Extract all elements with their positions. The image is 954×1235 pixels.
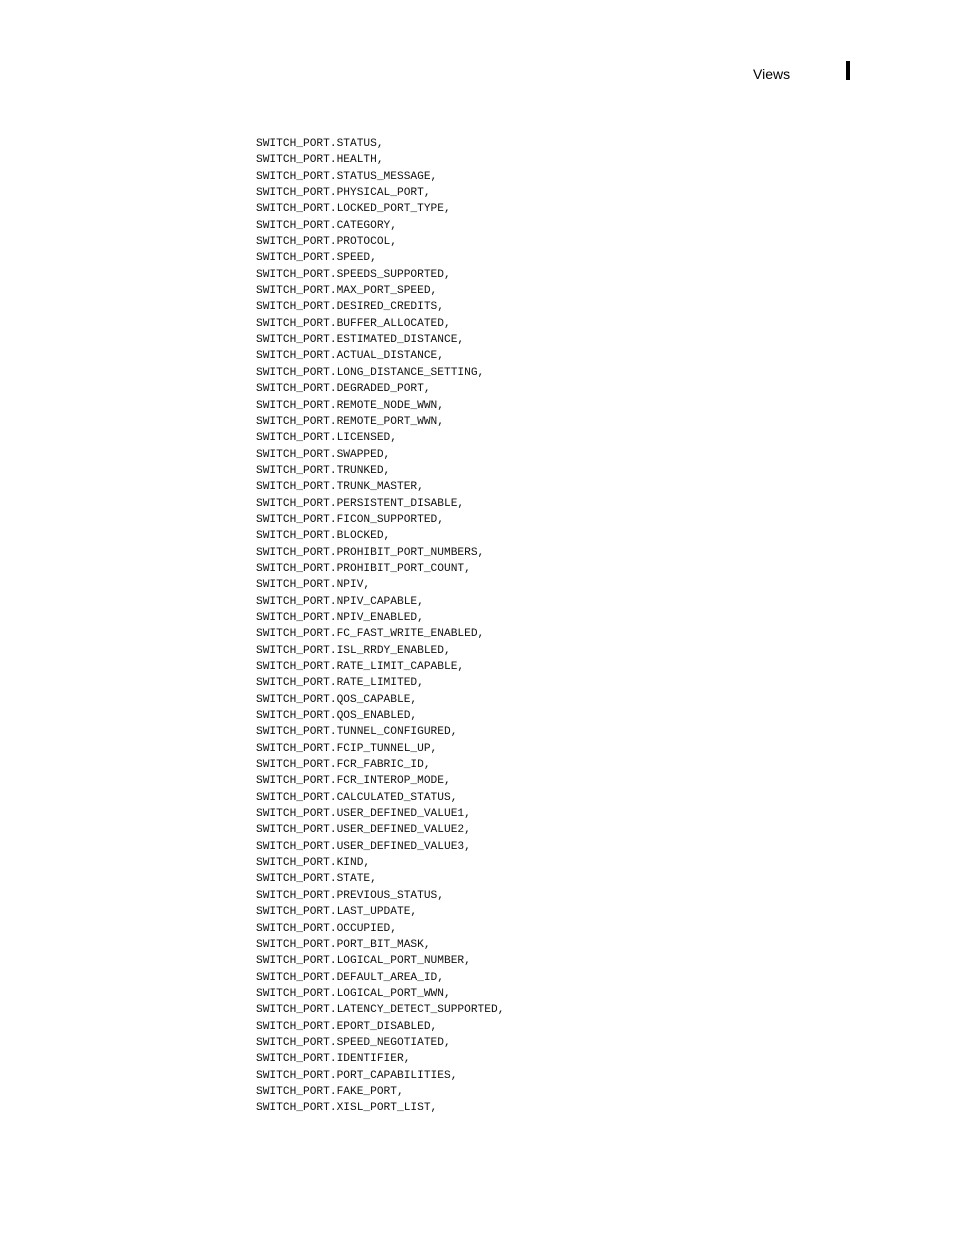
code-line: SWITCH_PORT.ESTIMATED_DISTANCE, [256,334,465,347]
code-line: SWITCH_PORT.DESIRED_CREDITS, [256,301,444,314]
code-line: SWITCH_PORT.BUFFER_ALLOCATED, [256,317,451,330]
code-line: SWITCH_PORT.DEGRADED_PORT, [256,383,431,396]
code-line: SWITCH_PORT.NPIV_CAPABLE, [256,595,424,608]
code-line: SWITCH_PORT.ACTUAL_DISTANCE, [256,350,444,363]
code-line: SWITCH_PORT.QOS_ENABLED, [256,710,418,723]
code-line: SWITCH_PORT.SPEED, [256,252,377,265]
code-line: SWITCH_PORT.BLOCKED, [256,530,391,543]
code-line: SWITCH_PORT.CALCULATED_STATUS, [256,791,458,804]
code-line: SWITCH_PORT.FC_FAST_WRITE_ENABLED, [256,628,485,641]
header-bar-marker [846,61,850,80]
code-line: SWITCH_PORT.PREVIOUS_STATUS, [256,889,444,902]
code-line: SWITCH_PORT.STATE, [256,873,377,886]
code-line: SWITCH_PORT.LOCKED_PORT_TYPE, [256,203,451,216]
code-line: SWITCH_PORT.PROTOCOL, [256,236,397,249]
code-line: SWITCH_PORT.SWAPPED, [256,448,391,461]
code-line: SWITCH_PORT.FCR_FABRIC_ID, [256,759,431,772]
code-line: SWITCH_PORT.XISL_PORT_LIST, [256,1102,438,1115]
code-line: SWITCH_PORT.TRUNK_MASTER, [256,481,424,494]
code-line: SWITCH_PORT.LAST_UPDATE, [256,906,418,919]
code-line: SWITCH_PORT.REMOTE_PORT_WWN, [256,415,444,428]
code-line: SWITCH_PORT.RATE_LIMIT_CAPABLE, [256,661,465,673]
code-line: SWITCH_PORT.USER_DEFINED_VALUE3, [256,840,471,853]
code-listing [256,136,504,1117]
code-line: SWITCH_PORT.ISL_RRDY_ENABLED, [256,644,451,657]
code-line: SWITCH_PORT.FCIP_TUNNEL_UP, [256,742,438,755]
code-line: SWITCH_PORT.IDENTIFIER, [256,1053,411,1066]
code-line: SWITCH_PORT.CATEGORY, [256,219,397,232]
code-line: SWITCH_PORT.PORT_CAPABILITIES, [256,1069,458,1082]
code-line: SWITCH_PORT.RATE_LIMITED, [256,677,424,690]
code-line: SWITCH_PORT.PORT_BIT_MASK, [256,938,431,951]
code-line: SWITCH_PORT.REMOTE_NODE_WWN, [256,399,444,412]
code-line: SWITCH_PORT.FICON_SUPPORTED, [256,513,444,526]
code-line: SWITCH_PORT.SPEEDS_SUPPORTED, [256,268,451,281]
code-line: SWITCH_PORT.NPIV_ENABLED, [256,611,424,624]
code-line: SWITCH_PORT.PHYSICAL_PORT, [256,187,431,200]
code-line: SWITCH_PORT.DEFAULT_AREA_ID, [256,971,444,984]
code-line: SWITCH_PORT.PERSISTENT_DISABLE, [256,497,465,510]
code-line: SWITCH_PORT.TRUNKED, [256,464,391,477]
code-line: SWITCH_PORT.LICENSED, [256,432,397,445]
code-line: SWITCH_PORT.STATUS_MESSAGE, [256,170,438,183]
code-line: SWITCH_PORT.TUNNEL_CONFIGURED, [256,726,458,739]
code-line: SWITCH_PORT.LATENCY_DETECT_SUPPORTED, [256,1004,505,1017]
code-line: SWITCH_PORT.HEALTH, [256,154,384,167]
code-line: SWITCH_PORT.LONG_DISTANCE_SETTING, [256,366,485,379]
code-line: SWITCH_PORT.NPIV, [256,579,371,592]
code-line: SWITCH_PORT.FCR_INTEROP_MODE, [256,775,451,788]
code-line: SWITCH_PORT.STATUS, [256,138,384,150]
code-line: SWITCH_PORT.LOGICAL_PORT_WWN, [256,987,451,1000]
code-line: SWITCH_PORT.OCCUPIED, [256,922,397,935]
code-line: SWITCH_PORT.KIND, [256,857,371,870]
code-line: SWITCH_PORT.EPORT_DISABLED, [256,1020,438,1033]
code-line: SWITCH_PORT.LOGICAL_PORT_NUMBER, [256,955,471,968]
code-line: SWITCH_PORT.PROHIBIT_PORT_COUNT, [256,562,471,575]
code-line: SWITCH_PORT.USER_DEFINED_VALUE2, [256,824,471,837]
code-line: SWITCH_PORT.FAKE_PORT, [256,1085,404,1098]
code-line: SWITCH_PORT.PROHIBIT_PORT_NUMBERS, [256,546,485,559]
page-header [0,64,954,84]
code-line: SWITCH_PORT.SPEED_NEGOTIATED, [256,1036,451,1049]
code-line: SWITCH_PORT.MAX_PORT_SPEED, [256,285,438,298]
section-title: Views [753,66,791,82]
code-line: SWITCH_PORT.QOS_CAPABLE, [256,693,418,706]
code-line: SWITCH_PORT.USER_DEFINED_VALUE1, [256,808,471,821]
